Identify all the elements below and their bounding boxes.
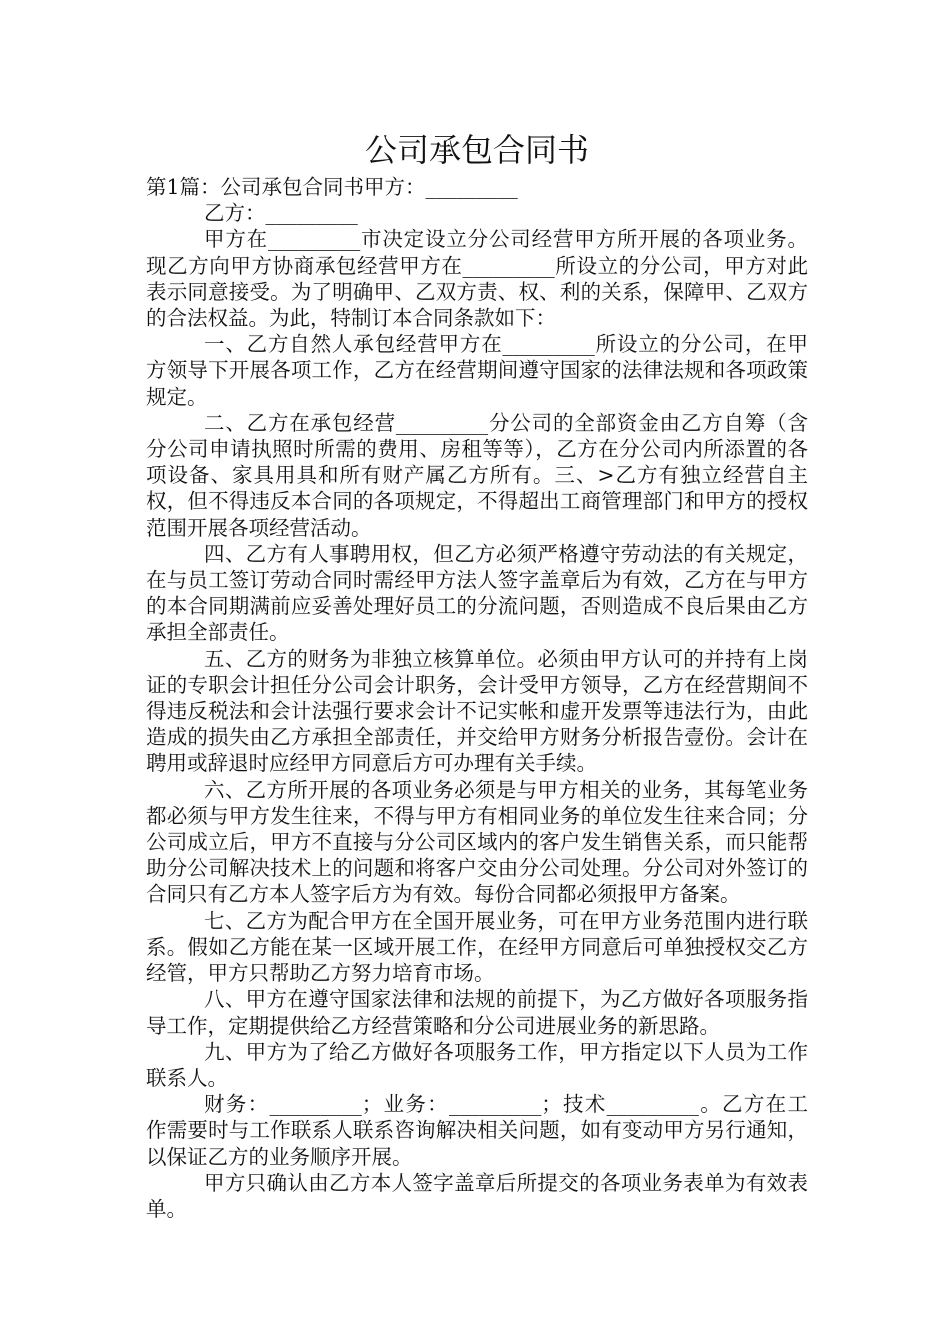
paragraph-contacts: 财务：_________；业务：_________；技术_________。乙方在工作需要时与工作联系人联系咨询解决相关问题，如有变动甲方另行通知，以保证乙方的业务顺序开展。 bbox=[146, 1092, 808, 1169]
paragraph-clause-2-3: 二、乙方在承包经营_________分公司的全部资金由乙方自筹（含分公司申请执照时所需的费用、房租等等），乙方在分公司内所添置的各项设备、家具用具和所有财产属乙方所有。三、>乙方有独立经营自主权，但不得违反本合同的各项规定，不得超出工商管理部门和甲方的授权范围开展各项经营活动。 bbox=[146, 410, 808, 540]
paragraph-clause-4: 四、乙方有人事聘用权，但乙方必须严格遵守劳动法的有关规定，在与员工签订劳动合同时需经甲方法人签字盖章后为有效，乙方在与甲方的本合同期满前应妥善处理好员工的分流问题，否则造成不良后果由乙方承担全部责任。 bbox=[146, 541, 808, 645]
document-title: 公司承包合同书 bbox=[364, 131, 589, 169]
paragraph-clause-7: 七、乙方为配合甲方在全国开展业务，可在甲方业务范围内进行联系。假如乙方能在某一区域开展工作，在经甲方同意后可单独授权交乙方经管，甲方只帮助乙方努力培育市场。 bbox=[146, 908, 808, 986]
paragraph-party-b: 乙方：_________ bbox=[204, 201, 358, 226]
paragraph-clause-8: 八、甲方在遵守国家法律和法规的前提下，为乙方做好各项服务指导工作，定期提供给乙方经营策略和分公司进展业务的新思路。 bbox=[146, 987, 808, 1038]
paragraph-clause-5: 五、乙方的财务为非独立核算单位。必须由甲方认可的并持有上岗证的专职会计担任分公司会计职务，会计受甲方领导，乙方在经营期间不得违反税法和会计法强行要求会计不记实帐和虚开发票等违法行为，由此造成的损失由乙方承担全部责任，并交给甲方财务分析报告壹份。会计在聘用或辞退时应经甲方同意后方可办理有关手续。 bbox=[146, 646, 808, 776]
paragraph-preamble: 甲方在_________市决定设立分公司经营甲方所开展的各项业务。现乙方向甲方协商承包经营甲方在_________所设立的分公司，甲方对此表示同意接受。为了明确甲、乙双方责、权、利的关系，保障甲、乙双方的合法权益。为此，特制订本合同条款如下： bbox=[146, 227, 808, 331]
paragraph-forms: 甲方只确认由乙方本人签字盖章后所提交的各项业务表单为有效表单。 bbox=[146, 1170, 808, 1221]
paragraph-heading: 第1篇：公司承包合同书甲方：_________ bbox=[146, 175, 518, 199]
paragraph-clause-1: 一、乙方自然人承包经营甲方在_________所设立的分公司，在甲方领导下开展各项工作，乙方在经营期间遵守国家的法律法规和各项政策规定。 bbox=[146, 332, 808, 409]
document-page bbox=[146, 128, 808, 1222]
paragraph-clause-9: 九、甲方为了给乙方做好各项服务工作，甲方指定以下人员为工作联系人。 bbox=[146, 1039, 808, 1090]
paragraph-clause-6: 六、乙方所开展的各项业务必须是与甲方相关的业务，其每笔业务都必须与甲方发生往来，不得与甲方有相同业务的单位发生往来合同；分公司成立后，甲方不直接与分公司区域内的客户发生销售关系，而只能帮助分公司解决技术上的问题和将客户交由分公司处理。分公司对外签订的合同只有乙方本人签字后方为有效。每份合同都必须报甲方备案。 bbox=[146, 777, 808, 907]
